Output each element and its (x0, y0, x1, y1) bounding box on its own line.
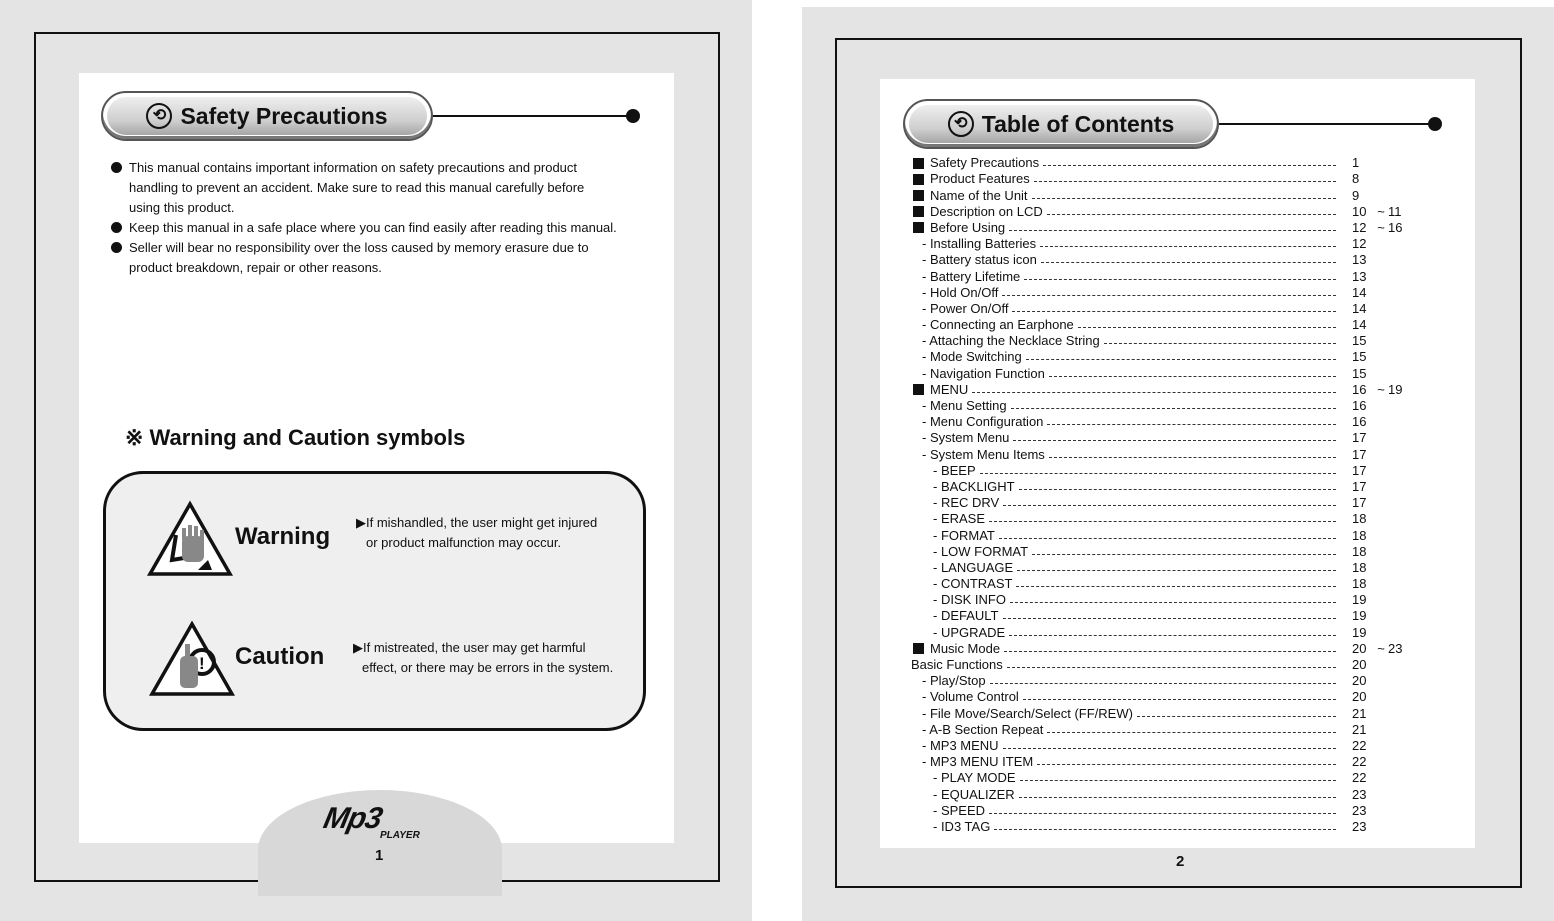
toc-page-start: 22 (1352, 770, 1367, 786)
svg-text:!: ! (199, 654, 205, 673)
dot-leader (1104, 343, 1336, 344)
toc-page-start: 13 (1352, 268, 1367, 284)
toc-page-start: 20 (1352, 689, 1367, 705)
toc-page-end: 11 (1388, 203, 1402, 219)
dot-leader (1003, 618, 1337, 619)
dot-leader (1037, 764, 1336, 765)
dot-leader (1004, 651, 1336, 652)
dot-leader (1047, 214, 1336, 215)
table-of-contents (911, 155, 1431, 835)
toc-entry-label: - System Menu (922, 430, 1010, 446)
toc-entry-label: - Installing Batteries (922, 236, 1037, 252)
toc-entry[interactable] (911, 673, 1431, 689)
caution-label: Caution (235, 643, 325, 670)
toc-entry-label: - File Move/Search/Select (FF/REW) (922, 705, 1133, 721)
toc-page-start: 20 (1352, 673, 1367, 689)
bullet-text: Seller will bear no responsibility over the loss caused by memory erasure due to (129, 240, 589, 255)
toc-page-start: 17 (1352, 495, 1367, 511)
toc-page-end: 19 (1388, 381, 1403, 397)
toc-entry[interactable] (911, 268, 1431, 284)
toc-entry[interactable] (911, 689, 1431, 705)
dot-leader (1078, 327, 1336, 328)
bullet-icon (111, 222, 122, 233)
toc-page-start: 19 (1352, 608, 1367, 624)
toc-entry-label: Before Using (930, 219, 1006, 235)
toc-entry[interactable] (911, 252, 1431, 268)
toc-entry[interactable] (911, 544, 1431, 560)
bullet-2 (111, 218, 671, 238)
bullet-icon (111, 162, 122, 173)
dot-leader (989, 813, 1336, 814)
dot-leader (1007, 667, 1336, 668)
section-title-pill (101, 91, 433, 141)
toc-page-end: 16 (1388, 219, 1403, 235)
toc-entry-label: - Menu Setting (922, 398, 1007, 413)
toc-entry-label: - LANGUAGE (933, 559, 1014, 575)
toc-page-start: 16 (1352, 398, 1367, 413)
bullet-1 (111, 158, 656, 218)
toc-entry-label: - Battery Lifetime (922, 268, 1021, 284)
toc-entry-label: - CONTRAST (933, 576, 1013, 592)
toc-entry[interactable] (911, 220, 1431, 236)
toc-page-start: 22 (1352, 754, 1367, 770)
dot-leader (1026, 359, 1336, 360)
toc-entry-label: - SPEED (933, 802, 986, 818)
caution-triangle-icon (148, 620, 236, 698)
range-separator: ~ (1377, 219, 1385, 235)
toc-entry-label: Description on LCD (930, 203, 1043, 219)
toc-entry[interactable] (911, 624, 1431, 640)
warning-line-1: ▶If mishandled, the user might get injured (356, 515, 598, 530)
toc-page-start: 13 (1352, 252, 1367, 268)
toc-page-start: 23 (1352, 818, 1367, 834)
toc-entry-label: - System Menu Items (922, 446, 1045, 462)
toc-entry[interactable] (911, 446, 1431, 462)
dot-leader (990, 683, 1336, 684)
toc-entry[interactable] (911, 171, 1431, 187)
toc-entry-label: - ID3 TAG (933, 818, 991, 834)
toc-page-start: 15 (1352, 365, 1367, 381)
dot-leader (1003, 505, 1336, 506)
toc-entry-label: Product Features (930, 171, 1030, 187)
toc-entry-label: - Hold On/Off (922, 284, 999, 300)
toc-entry[interactable] (911, 495, 1431, 511)
toc-entry-label: - BACKLIGHT (933, 478, 1015, 494)
toc-entry[interactable] (911, 398, 1431, 414)
bullet-text: product breakdown, repair or other reasons. (129, 260, 382, 275)
title-rule-dot (1428, 117, 1442, 131)
toc-page-start: 17 (1352, 430, 1367, 446)
toc-page-start: 15 (1352, 333, 1367, 349)
toc-entry[interactable] (911, 430, 1431, 446)
dot-leader (1019, 489, 1336, 490)
toc-entry[interactable] (911, 770, 1431, 786)
toc-entry[interactable] (911, 285, 1431, 301)
square-bullet-icon (913, 384, 924, 395)
toc-page-start: 8 (1352, 171, 1360, 187)
toc-entry-label: Basic Functions (911, 657, 1003, 672)
toc-entry[interactable] (911, 236, 1431, 252)
caution-line-1: ▶If mistreated, the user may get harmful (353, 640, 586, 655)
toc-page-start: 18 (1352, 559, 1367, 575)
toc-page-end: 23 (1388, 640, 1403, 656)
toc-entry[interactable] (911, 722, 1431, 738)
toc-entry[interactable] (911, 349, 1431, 365)
dot-leader (1043, 165, 1336, 166)
toc-entry-label: - EQUALIZER (933, 786, 1015, 802)
toc-entry-label: - PLAY MODE (933, 770, 1016, 786)
warning-line-2: or product malfunction may occur. (366, 535, 562, 550)
toc-entry[interactable] (911, 608, 1431, 624)
toc-page-start: 18 (1352, 511, 1367, 527)
dot-leader (972, 392, 1336, 393)
toc-page-start: 15 (1352, 349, 1367, 365)
dot-leader (1023, 699, 1336, 700)
logo-sub-text: PLAYER (380, 830, 420, 841)
dot-leader (1137, 716, 1336, 717)
toc-page-start: 18 (1352, 576, 1367, 592)
range-separator: ~ (1377, 203, 1385, 219)
toc-entry-label: - DISK INFO (933, 592, 1006, 608)
toc-entry-label: - Play/Stop (922, 673, 986, 689)
toc-entry[interactable] (911, 754, 1431, 770)
toc-page-start: 18 (1352, 543, 1367, 559)
toc-entry-label: - REC DRV (933, 495, 1000, 511)
toc-entry[interactable] (911, 560, 1431, 576)
toc-page-start: 1 (1352, 155, 1360, 171)
dot-leader (1032, 554, 1336, 555)
section-logo-icon: ⟲ (146, 103, 172, 129)
toc-entry[interactable] (911, 527, 1431, 543)
toc-entry[interactable] (911, 576, 1431, 592)
bullet-text: This manual contains important information on safety precautions and product (129, 160, 578, 175)
warning-triangle-icon (146, 500, 234, 578)
toc-title: Table of Contents (981, 110, 1175, 137)
square-bullet-icon (913, 222, 924, 233)
warning-label: Warning (235, 523, 331, 550)
toc-entry-label: - Navigation Function (922, 365, 1045, 381)
dot-leader (1041, 262, 1336, 263)
toc-entry-label: - Connecting an Earphone (922, 317, 1074, 333)
toc-page-start: 14 (1352, 300, 1367, 316)
toc-page-start: 12 (1352, 236, 1367, 252)
bullet-text: using this product. (129, 200, 235, 215)
dot-leader (1049, 376, 1336, 377)
dot-leader (1009, 230, 1336, 231)
dot-leader (989, 521, 1336, 522)
toc-page-start: 9 (1352, 187, 1360, 203)
toc-entry[interactable] (911, 414, 1431, 430)
toc-page-start: 14 (1352, 284, 1367, 300)
toc-page-start: 16 (1352, 381, 1367, 397)
toc-entry[interactable] (911, 463, 1431, 479)
dot-leader (999, 538, 1336, 539)
range-separator: ~ (1377, 381, 1385, 397)
toc-entry[interactable] (911, 301, 1431, 317)
dot-leader (1047, 424, 1336, 425)
dot-leader (1011, 408, 1336, 409)
toc-page-start: 17 (1352, 478, 1367, 494)
title-rule (433, 115, 633, 117)
bullet-3 (111, 238, 656, 278)
toc-page-start: 18 (1352, 527, 1367, 543)
dot-leader (1003, 748, 1336, 749)
symbols-heading: ※ Warning and Caution symbols (125, 425, 466, 450)
caution-line-2: effect, or there may be errors in the system. (362, 660, 614, 675)
toc-page-start: 17 (1352, 446, 1367, 462)
square-bullet-icon (913, 190, 924, 201)
toc-entry[interactable] (911, 333, 1431, 349)
bullet-text: Keep this manual in a safe place where you can find easily after reading this manual. (129, 220, 617, 235)
toc-entry[interactable] (911, 187, 1431, 203)
toc-entry[interactable] (911, 641, 1431, 657)
toc-entry[interactable] (911, 705, 1431, 721)
toc-page-start: 12 (1352, 219, 1367, 235)
title-rule (1219, 123, 1435, 125)
dot-leader (1013, 440, 1336, 441)
toc-entry[interactable] (911, 786, 1431, 802)
dot-leader (1040, 246, 1336, 247)
dot-leader (1047, 732, 1336, 733)
section-title: Safety Precautions (180, 102, 388, 129)
toc-entry-label: - Attaching the Necklace String (922, 333, 1100, 349)
dot-leader (1019, 797, 1336, 798)
square-bullet-icon (913, 174, 924, 185)
square-bullet-icon (913, 643, 924, 654)
dot-leader (1002, 295, 1336, 296)
toc-page-start: 23 (1352, 786, 1367, 802)
dot-leader (1017, 570, 1336, 571)
toc-entry-label: Music Mode (930, 640, 1001, 656)
dot-leader (994, 829, 1336, 830)
square-bullet-icon (913, 206, 924, 217)
toc-page-start: 21 (1352, 721, 1367, 737)
toc-page-start: 23 (1352, 802, 1367, 818)
toc-entry[interactable] (911, 592, 1431, 608)
section-logo-icon: ⟲ (948, 111, 974, 137)
bullet-text: handling to prevent an accident. Make sure to read this manual carefully before (129, 180, 585, 195)
bullet-icon (111, 242, 122, 253)
dot-leader (1020, 780, 1336, 781)
square-bullet-icon (913, 158, 924, 169)
toc-page-start: 19 (1352, 624, 1367, 640)
dot-leader (1032, 198, 1336, 199)
toc-entry-label: Name of the Unit (930, 187, 1028, 203)
toc-entry[interactable] (911, 317, 1431, 333)
toc-entry[interactable] (911, 511, 1431, 527)
toc-entry[interactable] (911, 204, 1431, 220)
toc-entry-label: - Battery status icon (922, 252, 1037, 268)
dot-leader (980, 473, 1336, 474)
toc-page-start: 20 (1352, 640, 1367, 656)
dot-leader (1024, 279, 1336, 280)
toc-entry-label: - BEEP (933, 462, 976, 478)
toc-entry[interactable] (911, 365, 1431, 381)
toc-page-start: 17 (1352, 462, 1367, 478)
toc-entry[interactable] (911, 155, 1431, 171)
toc-entry-label: - Menu Configuration (922, 414, 1044, 430)
toc-title-pill (903, 99, 1219, 149)
toc-entry-label: - UPGRADE (933, 624, 1006, 640)
dot-leader (1009, 635, 1336, 636)
toc-entry-label: - Volume Control (922, 689, 1019, 705)
dot-leader (1016, 586, 1336, 587)
toc-entry-label: - FORMAT (933, 527, 995, 543)
toc-entry-label: - Power On/Off (922, 300, 1009, 316)
toc-entry[interactable] (911, 819, 1431, 835)
toc-entry-label: - MP3 MENU ITEM (922, 754, 1034, 770)
toc-entry-label: - LOW FORMAT (933, 543, 1029, 559)
toc-entry-label: - ERASE (933, 511, 986, 527)
toc-entry-label: - A-B Section Repeat (922, 721, 1044, 737)
dot-leader (1049, 457, 1336, 458)
toc-page-start: 16 (1352, 414, 1367, 430)
page-number-left: 1 (375, 847, 384, 864)
toc-entry-label: MENU (930, 381, 969, 397)
page-number-right: 2 (1176, 853, 1185, 870)
toc-entry-label: - Mode Switching (922, 349, 1022, 365)
toc-entry[interactable] (911, 657, 1431, 673)
toc-page-start: 10 (1352, 203, 1367, 219)
dot-leader (1012, 311, 1336, 312)
toc-entry[interactable] (911, 803, 1431, 819)
dot-leader (1010, 602, 1336, 603)
toc-entry[interactable] (911, 382, 1431, 398)
toc-entry[interactable] (911, 479, 1431, 495)
toc-entry-label: - DEFAULT (933, 608, 999, 624)
warning-description (356, 513, 597, 553)
toc-entry-label: - MP3 MENU (922, 737, 999, 753)
toc-page-start: 19 (1352, 592, 1367, 608)
logo-main-text: Mp3 (320, 802, 385, 835)
dot-leader (1034, 181, 1336, 182)
toc-page-start: 22 (1352, 737, 1367, 753)
toc-page-start: 20 (1352, 657, 1367, 672)
range-separator: ~ (1377, 640, 1385, 656)
title-rule-dot (626, 109, 640, 123)
toc-entry-label: Safety Precautions (930, 155, 1040, 171)
toc-page-start: 14 (1352, 317, 1367, 333)
toc-entry[interactable] (911, 738, 1431, 754)
toc-page-start: 21 (1352, 705, 1367, 721)
caution-description (353, 638, 613, 678)
